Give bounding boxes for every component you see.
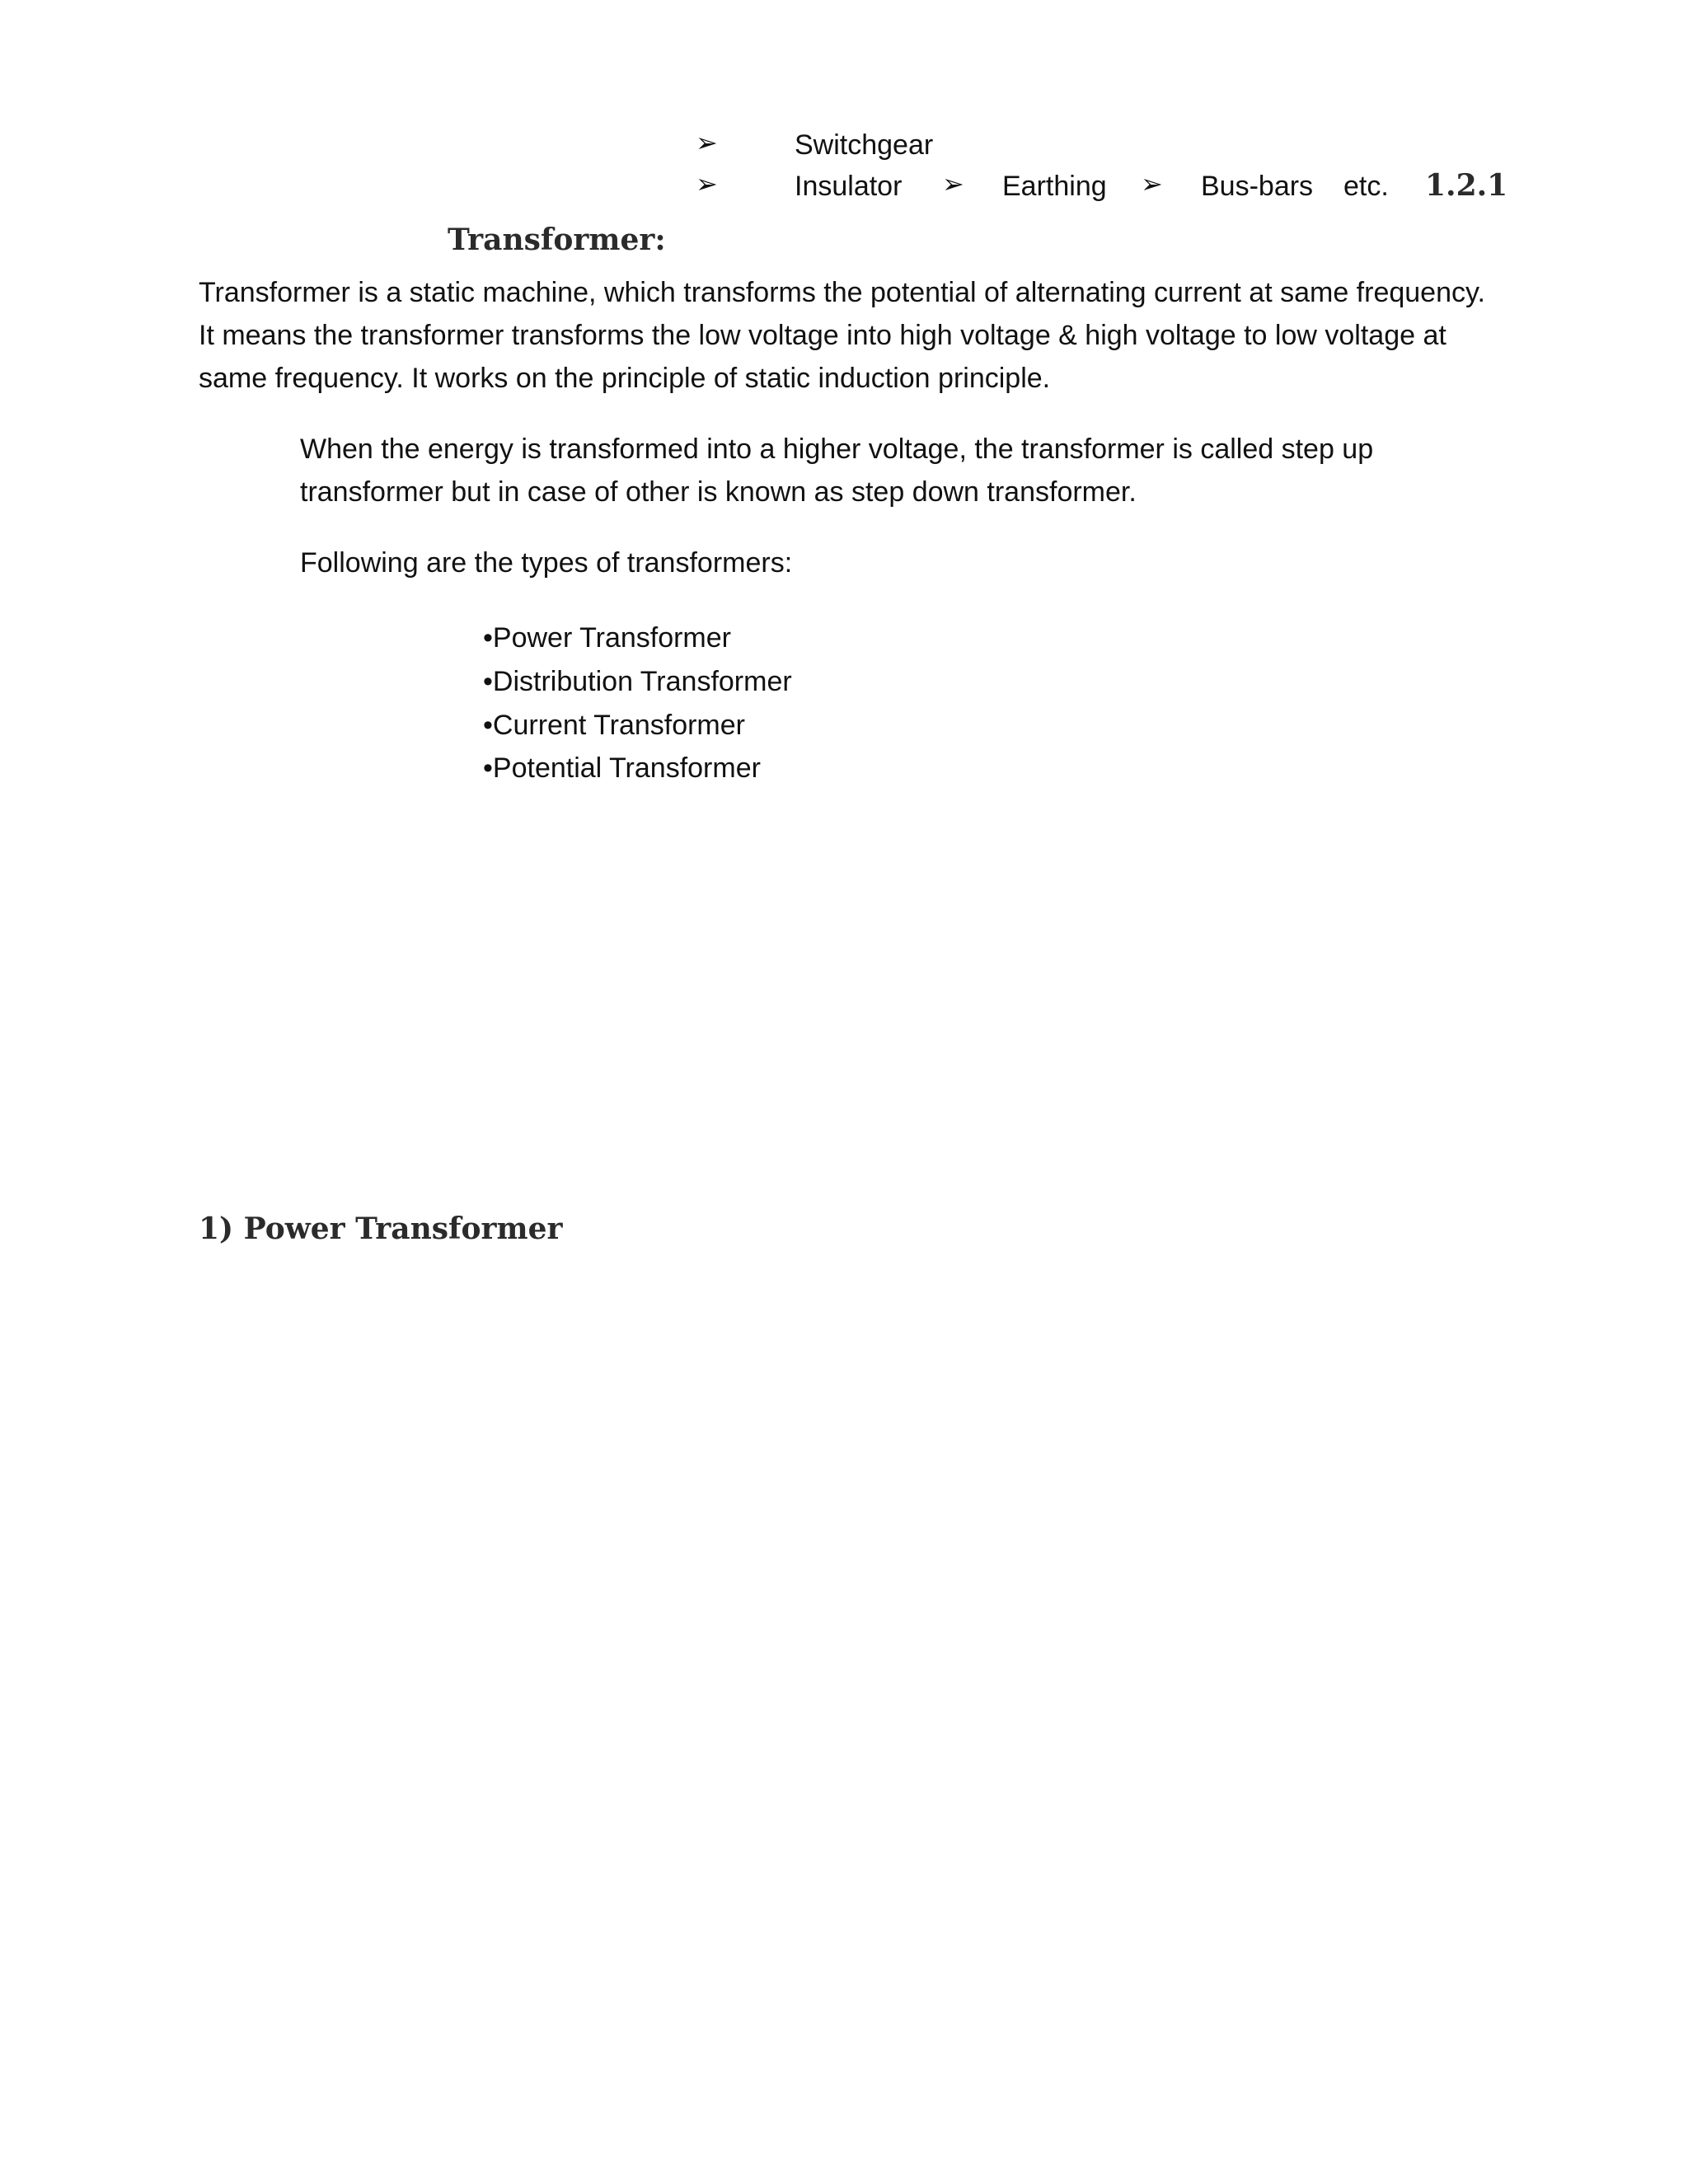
paragraph-step-up-down: When the energy is transformed into a higher voltage, the transformer is called step up transformer but in case of other is known as step down transformer.: [300, 434, 1374, 508]
bullet-icon: •: [483, 622, 493, 654]
bullet-icon: •: [483, 666, 493, 697]
list-item-label: Current Transformer: [492, 710, 745, 741]
list-item-etc: etc.: [1343, 171, 1389, 202]
section-number: 1.2.1: [1425, 168, 1508, 203]
paragraph-types-intro: Following are the types of transformers:: [300, 547, 793, 579]
list-item: [483, 710, 745, 742]
arrow-bullet-icon: ➢: [942, 168, 964, 199]
paragraph-definition: Transformer is a static machine, which transforms the potential of alternating current at same frequency. It means the transformer transforms the low voltage into high voltage & high voltage to low voltage at same frequency. It works on the principle of static induction principle.: [199, 277, 1485, 394]
bullet-icon: •: [483, 710, 493, 741]
arrow-bullet-icon: ➢: [1141, 168, 1163, 199]
list-item: [483, 752, 761, 785]
bullet-icon: •: [483, 752, 493, 784]
list-item-bus-bars: Bus-bars: [1201, 171, 1314, 202]
list-item-label: Distribution Transformer: [492, 666, 792, 697]
arrow-bullet-icon: ➢: [696, 168, 718, 199]
list-item-label: Potential Transformer: [492, 752, 761, 784]
subheading-power-transformer: 1) Power Transformer: [199, 1212, 563, 1246]
section-title: Transformer:: [448, 223, 666, 257]
list-item-insulator: Insulator: [795, 171, 903, 202]
arrow-bullet-icon: ➢: [696, 127, 718, 158]
list-item-earthing: Earthing: [1002, 171, 1107, 202]
list-item: [483, 622, 731, 654]
list-item-label: Power Transformer: [492, 622, 731, 654]
list-item: [483, 666, 792, 698]
list-item-switchgear: Switchgear: [795, 129, 934, 161]
